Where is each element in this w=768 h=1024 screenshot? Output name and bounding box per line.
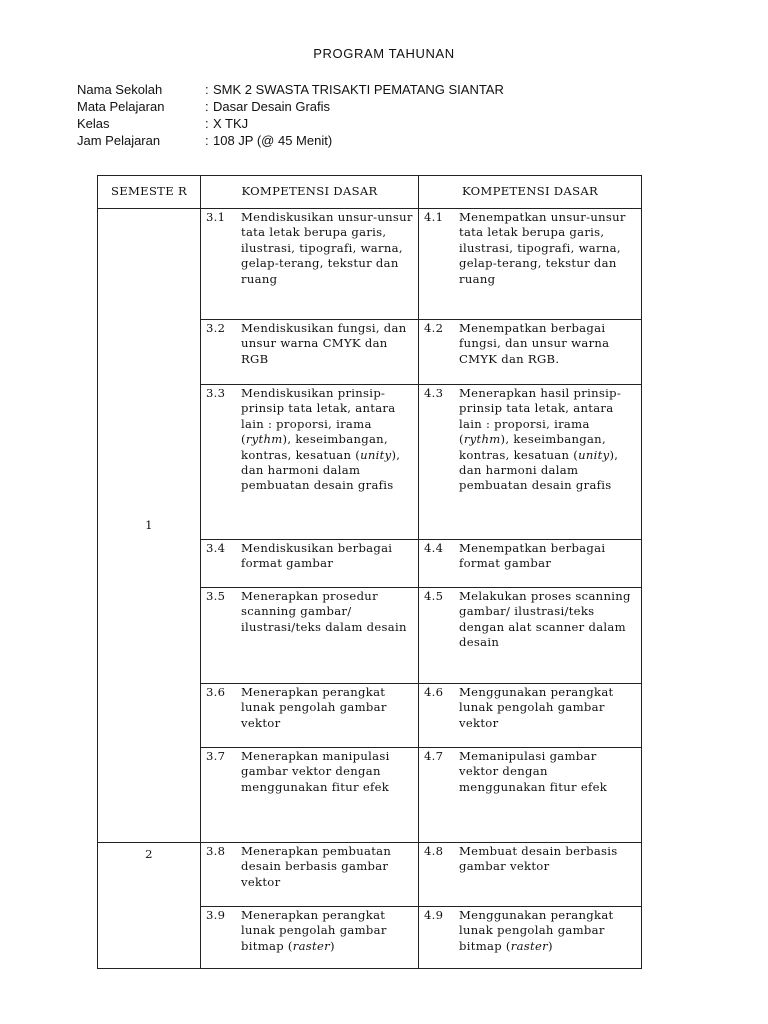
info-value: X TKJ xyxy=(213,116,249,131)
kd-text: Menerapkan manipulasi gambar vektor dengan menggunakan fitur efek xyxy=(241,749,390,794)
document-title: PROGRAM TAHUNAN xyxy=(313,46,455,61)
kd-number: 3.6 xyxy=(206,685,226,699)
kd-4-cell xyxy=(419,588,642,684)
kd-text: Mendiskusikan unsur-unsur tata letak berupa garis, ilustrasi, tipografi, warna, gelap-terang, tekstur dan ruang xyxy=(241,210,413,286)
kd-4-cell xyxy=(419,843,642,907)
kd-4-cell xyxy=(419,907,642,969)
kd-number: 3.4 xyxy=(206,541,226,555)
info-block xyxy=(77,81,504,149)
info-value: Dasar Desain Grafis xyxy=(213,99,331,114)
kd-number: 4.8 xyxy=(424,844,444,858)
info-value: SMK 2 SWASTA TRISAKTI PEMATANG SIANTAR xyxy=(213,82,504,97)
kd-3-cell xyxy=(201,209,419,320)
kd-3-cell xyxy=(201,684,419,748)
kd-number: 3.3 xyxy=(206,386,226,400)
header-kd-3: KOMPETENSI DASAR xyxy=(201,176,419,209)
kd-text: Mendiskusikan berbagai format gambar xyxy=(241,541,393,571)
kd-number: 4.9 xyxy=(424,908,444,922)
table-body xyxy=(98,209,642,969)
kd-number: 4.4 xyxy=(424,541,444,555)
kd-number: 4.2 xyxy=(424,321,444,335)
kd-text: Menerapkan perangkat lunak pengolah gambar bitmap (raster) xyxy=(241,908,387,953)
kd-number: 4.1 xyxy=(424,210,444,224)
kd-3-cell xyxy=(201,748,419,843)
kd-4-cell xyxy=(419,320,642,385)
kd-text: Membuat desain berbasis gambar vektor xyxy=(459,844,618,874)
kd-table xyxy=(97,175,642,969)
kd-number: 3.7 xyxy=(206,749,226,763)
kd-number: 3.5 xyxy=(206,589,226,603)
info-row-subject: Mata Pelajaran : Dasar Desain Grafis xyxy=(77,99,331,114)
kd-text: Menggunakan perangkat lunak pengolah gambar vektor xyxy=(459,685,614,730)
kd-4-cell xyxy=(419,209,642,320)
kd-number: 4.7 xyxy=(424,749,444,763)
kd-4-cell xyxy=(419,684,642,748)
info-label: Mata Pelajaran xyxy=(77,99,165,114)
header-semester: SEMESTE R xyxy=(98,176,201,209)
kd-3-cell xyxy=(201,540,419,588)
kd-text: Menerapkan pembuatan desain berbasis gambar vektor xyxy=(241,844,392,889)
kd-4-cell xyxy=(419,540,642,588)
info-label: Nama Sekolah xyxy=(77,82,163,97)
kd-text: Memanipulasi gambar vektor dengan menggunakan fitur efek xyxy=(459,749,608,794)
kd-number: 3.8 xyxy=(206,844,226,858)
semester-cell: 2 xyxy=(98,843,201,969)
kd-text: Menerapkan prosedur scanning gambar/ ilustrasi/teks dalam desain xyxy=(241,589,407,634)
kd-number: 4.6 xyxy=(424,685,444,699)
info-row-hours: Jam Pelajaran : 108 JP (@ 45 Menit) xyxy=(77,133,333,148)
kd-3-cell xyxy=(201,385,419,540)
table-header-row xyxy=(98,176,642,209)
kd-3-cell xyxy=(201,588,419,684)
kd-text: Menerapkan perangkat lunak pengolah gambar vektor xyxy=(241,685,387,730)
kd-4-cell xyxy=(419,385,642,540)
info-label: Jam Pelajaran xyxy=(77,133,161,148)
kd-number: 3.1 xyxy=(206,210,226,224)
kd-number: 4.3 xyxy=(424,386,444,400)
kd-number: 3.2 xyxy=(206,321,226,335)
kd-text: Menempatkan berbagai fungsi, dan unsur warna CMYK dan RGB. xyxy=(459,321,610,366)
info-label: Kelas xyxy=(77,116,110,131)
info-value: 108 JP (@ 45 Menit) xyxy=(213,133,333,148)
kd-3-cell xyxy=(201,320,419,385)
kd-text: Menerapkan hasil prinsip- prinsip tata letak, antara lain : proporsi, irama (rythm), keseimbangan, kontras, kesatuan (unity), dan harmoni dalam pembuatan desain grafis xyxy=(459,386,622,493)
kd-text: Menempatkan unsur-unsur tata letak berupa garis, ilustrasi, tipografi, warna, gelap-terang, tekstur dan ruang xyxy=(459,210,626,286)
kd-3-cell xyxy=(201,907,419,969)
info-row-school: Nama Sekolah : SMK 2 SWASTA TRISAKTI PEMATANG SIANTAR xyxy=(77,82,504,97)
kd-text: Menggunakan perangkat lunak pengolah gambar bitmap (raster) xyxy=(459,908,614,953)
info-row-class: Kelas : X TKJ xyxy=(77,116,249,131)
header-kd-4: KOMPETENSI DASAR xyxy=(419,176,642,209)
kd-number: 4.5 xyxy=(424,589,444,603)
kd-text: Melakukan proses scanning gambar/ ilustrasi/teks dengan alat scanner dalam desain xyxy=(459,589,631,650)
kd-text: Menempatkan berbagai format gambar xyxy=(459,541,606,571)
table-row xyxy=(98,843,642,907)
table-row xyxy=(98,209,642,320)
semester-cell: 1 xyxy=(98,209,201,843)
kd-text: Mendiskusikan prinsip-prinsip tata letak, antara lain : proporsi, irama (rythm), keseimbangan, kontras, kesatuan (unity), dan harmoni dalam pembuatan desain grafis xyxy=(241,386,401,493)
kd-4-cell xyxy=(419,748,642,843)
kd-3-cell xyxy=(201,843,419,907)
kd-text: Mendiskusikan fungsi, dan unsur warna CMYK dan RGB xyxy=(241,321,407,366)
kd-number: 3.9 xyxy=(206,908,226,922)
